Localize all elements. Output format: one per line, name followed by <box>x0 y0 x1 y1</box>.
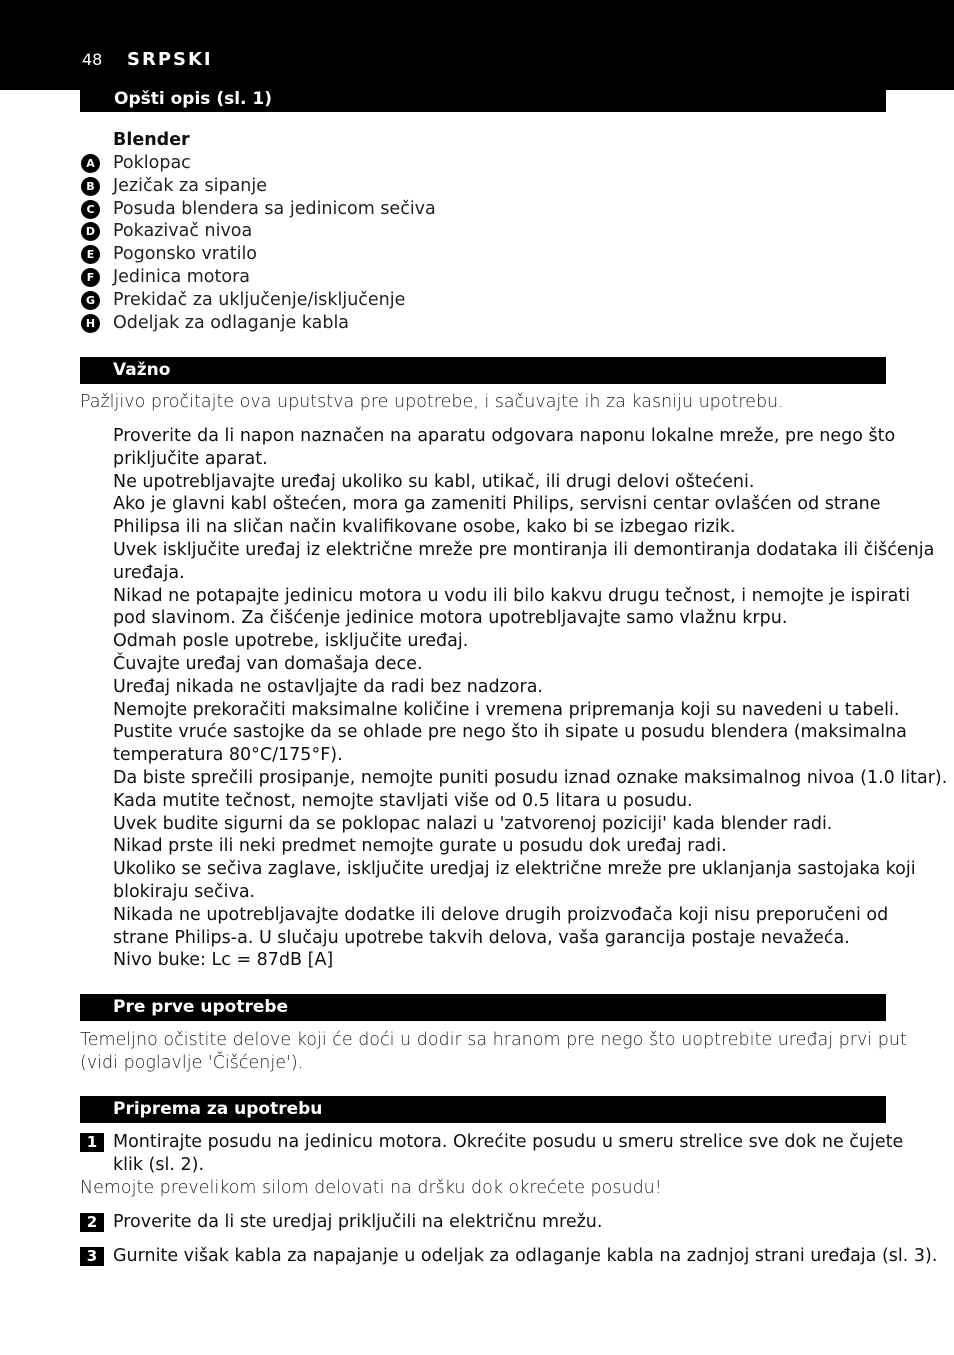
language-title: SRPSKI <box>127 49 213 70</box>
part-label: Pokazivač nivoa <box>113 221 253 242</box>
part-letter-badge: B <box>81 177 100 196</box>
warning-line: Ako je glavni kabl oštećen, mora ga zameniti Philips, servisni centar ovlašćen od strane <box>113 494 881 515</box>
section-before-first-use: Pre prve upotrebe <box>80 994 886 1021</box>
warning-line: temperatura 80°C/175°F). <box>113 745 343 766</box>
warning-line: blokiraju sečiva. <box>113 881 256 902</box>
step-1-line-2: klik (sl. 2). <box>113 1155 205 1175</box>
warning-line: uređaja. <box>113 562 185 583</box>
warning-line: Nikada ne upotrebljavajte dodatke ili delove drugih proizvođača koji nisu preporučeni od <box>113 904 889 925</box>
warning-line: strane Philips-a. U slučaju upotrebe takvih delova, vaša garancija postaje nevažeća. <box>113 927 850 948</box>
section-general-description: Opšti opis (sl. 1) <box>80 85 886 112</box>
important-intro: Pažljivo pročitajte ova uputstva pre upotrebe, i sačuvajte ih za kasniju upotrebu. <box>80 392 784 412</box>
part-label: Jezičak za sipanje <box>113 175 268 196</box>
section-preparation: Priprema za upotrebu <box>80 1096 886 1123</box>
warning-line: Nemojte prekoračiti maksimalne količine i vremena pripremanja koji su navedeni u tabeli. <box>113 699 900 720</box>
before-first-line-2: (vidi poglavlje 'Čišćenje'). <box>80 1053 304 1073</box>
warning-line: Proverite da li napon naznačen na aparatu odgovara naponu lokalne mreže, pre nego što <box>113 426 896 446</box>
blender-heading: Blender <box>113 130 190 150</box>
warning-line: Uređaj nikada ne ostavljajte da radi bez nadzora. <box>113 676 543 697</box>
part-letter-badge: D <box>81 222 100 241</box>
warning-line: Uvek isključite uređaj iz električne mreže pre montiranja ili demontiranja dodataka ili čišćenja <box>113 539 935 560</box>
warning-line: priključite aparat. <box>113 448 268 469</box>
warning-line: Pustite vruće sastojke da se ohlade pre nego što ih sipate u posudu blendera (maksimalna <box>113 722 907 743</box>
warning-line: Nivo buke: Lc = 87dB [A] <box>113 950 334 971</box>
section-important: Važno <box>80 357 886 384</box>
warning-line: Čuvajte uređaj van domašaja dece. <box>113 653 423 674</box>
step-2-number: 2 <box>80 1213 104 1232</box>
warning-line: Philipsa ili na sličan način kvalifikovane osobe, kako bi se izbegao rizik. <box>113 517 736 538</box>
warning-line: Nikad prste ili neki predmet nemojte gurate u posudu dok uređaj radi. <box>113 836 727 857</box>
part-label: Poklopac <box>113 153 191 173</box>
part-letter-badge: F <box>81 268 100 287</box>
warning-line: Ne upotrebljavajte uređaj ukoliko su kabl, utikač, ili drugi delovi oštećeni. <box>113 471 755 492</box>
warning-line: Odmah posle upotrebe, isključite uređaj. <box>113 631 469 652</box>
warning-line: Ukoliko se sečiva zaglave, isključite uredjaj iz električne mreže pre uklanjanja sastojaka koji <box>113 859 916 880</box>
warning-line: Kada mutite tečnost, nemojte stavljati više od 0.5 litara u posudu. <box>113 790 693 811</box>
step-1-line-1: Montirajte posudu na jedinicu motora. Okrećite posudu u smeru strelice sve dok ne čujete <box>113 1132 904 1152</box>
warning-line: pod slavinom. Za čišćenje jedinice motora upotrebljavajte samo vlažnu krpu. <box>113 608 788 629</box>
warnings-list <box>113 425 948 972</box>
warning-line: Da biste sprečili prosipanje, nemojte puniti posudu iznad oznake maksimalnog nivoa (1.0 litar). <box>113 767 948 788</box>
step-1-number: 1 <box>80 1133 104 1152</box>
part-label: Posuda blendera sa jedinicom sečiva <box>113 198 436 219</box>
before-first-line-1: Temeljno očistite delove koji će doći u dodir sa hranom pre nego što uoptrebite uređaj prvi put <box>80 1030 907 1050</box>
part-letter-badge: E <box>81 245 100 264</box>
step-3-number: 3 <box>80 1247 104 1266</box>
header-bar <box>0 0 954 90</box>
step-2-text: Proverite da li ste uredjaj priključili na električnu mrežu. <box>113 1212 603 1232</box>
part-letter-badge: H <box>81 314 100 333</box>
warning-line: Nikad ne potapajte jedinicu motora u vodu ili bilo kakvu drugu tečnost, i nemojte je ispirati <box>113 585 911 606</box>
part-label: Jedinica motora <box>113 267 251 287</box>
part-label: Pogonsko vratilo <box>113 244 258 265</box>
warning-line: Uvek budite sigurni da se poklopac nalazi u 'zatvorenoj poziciji' kada blender radi. <box>113 813 833 834</box>
part-label: Prekidač za uključenje/isključenje <box>113 289 406 310</box>
part-letter-badge: G <box>81 291 100 310</box>
step-3-text: Gurnite višak kabla za napajanje u odeljak za odlaganje kabla na zadnjoj strani uređaja (sl. 3). <box>113 1246 938 1266</box>
part-label: Odeljak za odlaganje kabla <box>113 312 350 333</box>
page-number: 48 <box>82 50 103 69</box>
part-letter-badge: A <box>81 154 100 173</box>
part-letter-badge: C <box>81 200 100 219</box>
preparation-note: Nemojte prevelikom silom delovati na dršku dok okrećete posudu! <box>80 1178 662 1198</box>
